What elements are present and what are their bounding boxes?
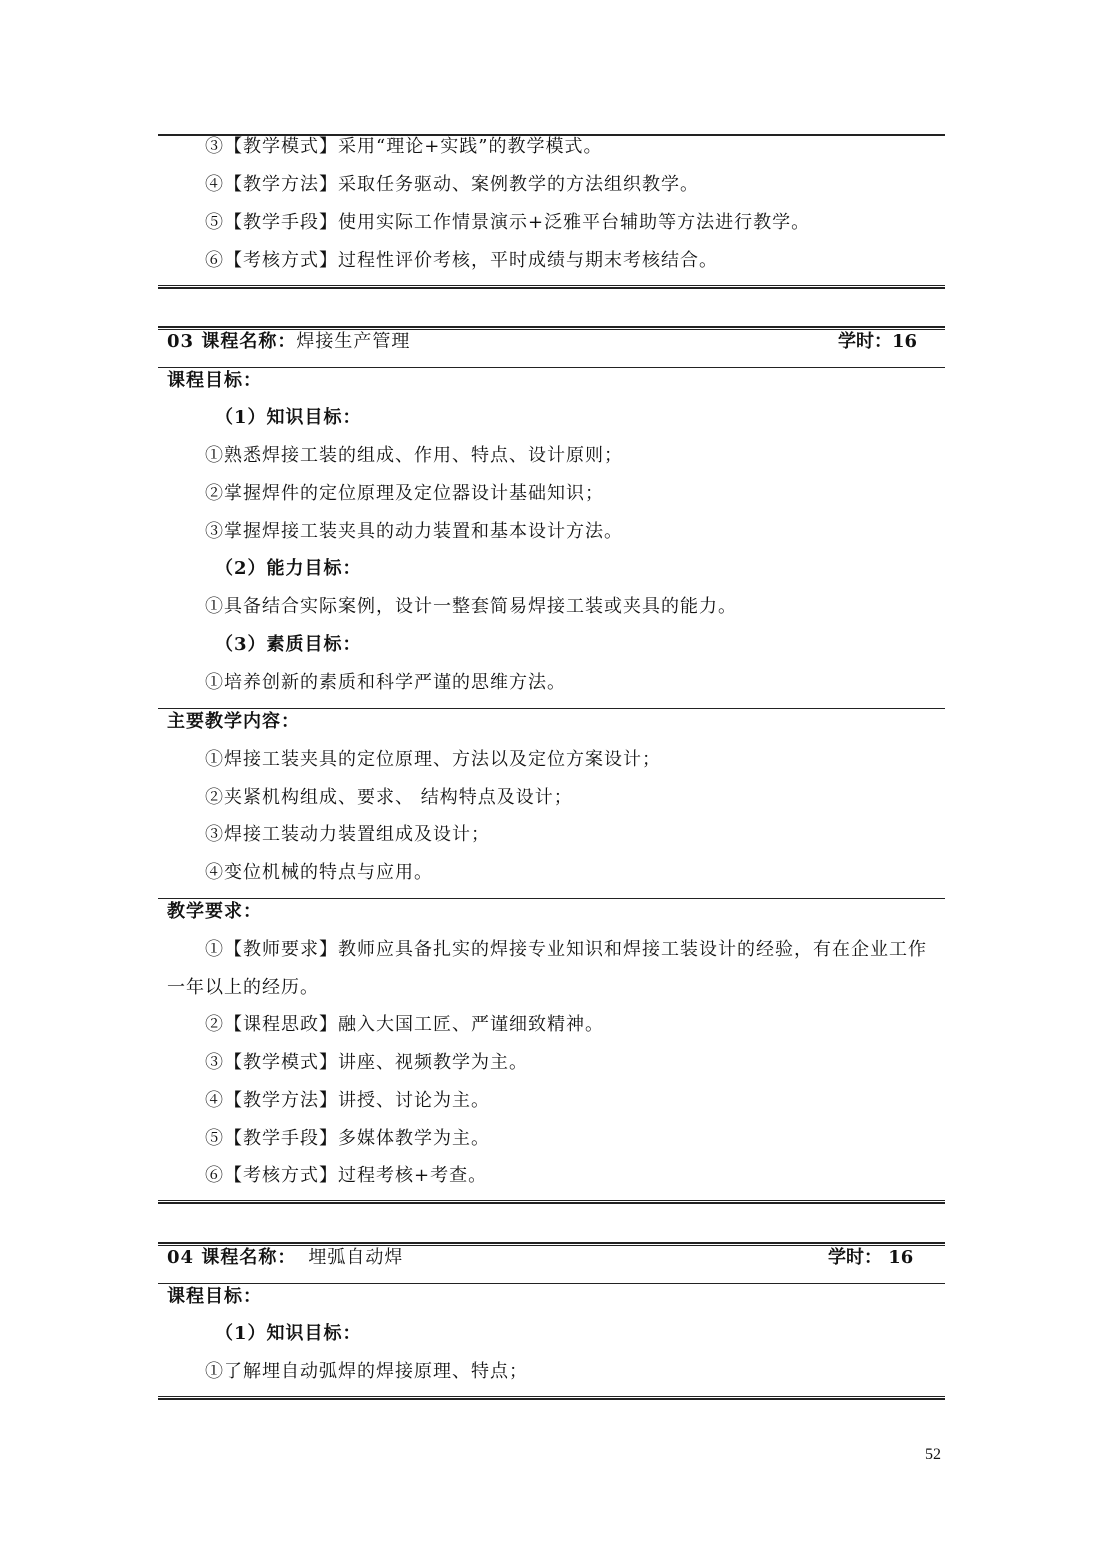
block1-line-2: ④【教学方法】采取任务驱动、案例教学的方法组织教学。 [205,174,699,195]
course03-name: 焊接生产管理 [296,331,411,352]
course03-quality-1: ①培养创新的素质和科学严谨的思维方法。 [205,672,566,693]
course03-objectives-title: 课程目标： [167,370,262,391]
course04-header-rule [158,1283,945,1284]
block1-line-4: ⑥【考核方式】过程性评价考核，平时成绩与期末考核结合。 [205,250,718,271]
course03-ability-1: ①具备结合实际案例，设计一整套简易焊接工装或夹具的能力。 [205,596,737,617]
course03-req-rule [158,898,945,899]
course04-objectives-title: 课程目标： [167,1286,262,1307]
block1-line-3: ⑤【教学手段】使用实际工作情景演示+泛雅平台辅助等方法进行教学。 [205,212,811,233]
page-number: 52 [925,1446,941,1463]
course04-knowledge-title: （1）知识目标： [215,1323,362,1344]
course03-header [167,330,410,354]
block1-bottom-rule [158,285,945,289]
course03-req-3: ③【教学模式】讲座、视频教学为主。 [205,1052,528,1073]
course03-knowledge-1: ①熟悉焊接工装的组成、作用、特点、设计原则； [205,445,623,466]
course03-req-2: ②【课程思政】融入大国工匠、严谨细致精神。 [205,1014,604,1035]
course03-hours: 学时：16 [838,331,918,352]
course03-knowledge-2: ②掌握焊件的定位原理及定位器设计基础知识； [205,483,604,504]
course04-knowledge-1: ①了解埋自动弧焊的焊接原理、特点； [205,1361,528,1382]
course03-knowledge-title: （1）知识目标： [215,407,362,428]
course03-req-1b: 一年以上的经历。 [167,977,319,998]
course04-name: 埋弧自动焊 [308,1247,404,1268]
course03-knowledge-3: ③掌握焊接工装夹具的动力装置和基本设计方法。 [205,521,623,542]
course03-content-title: 主要教学内容： [167,711,300,732]
course03-req-1a: ①【教师要求】教师应具备扎实的焊接专业知识和焊接工装设计的经验，有在企业工作 [205,939,927,960]
course03-req-5: ⑤【教学手段】多媒体教学为主。 [205,1128,490,1149]
course03-bottom-rule [158,1200,945,1204]
course04-header-label: 04 课程名称： [167,1247,297,1268]
course03-req-6: ⑥【考核方式】过程考核+考查。 [205,1165,488,1186]
course03-req-title: 教学要求： [167,901,262,922]
course03-req-4: ④【教学方法】讲授、讨论为主。 [205,1090,490,1111]
course03-content-1: ①焊接工装夹具的定位原理、方法以及定位方案设计； [205,749,661,770]
course03-header-label: 03 课程名称： [167,331,297,352]
course04-header [167,1246,403,1270]
course04-hours: 学时： 16 [828,1247,914,1268]
course03-quality-title: （3）素质目标： [215,634,362,655]
block1-line-1: ③【教学模式】采用“理论+实践”的教学模式。 [205,136,603,157]
course03-ability-title: （2）能力目标： [215,558,362,579]
course03-content-rule [158,708,945,709]
course04-bottom-rule [158,1396,945,1400]
course03-content-4: ④变位机械的特点与应用。 [205,862,433,883]
course03-header-rule [158,367,945,368]
course03-content-3: ③焊接工装动力装置组成及设计； [205,824,490,845]
course03-content-2: ②夹紧机构组成、要求、 结构特点及设计； [205,787,573,808]
